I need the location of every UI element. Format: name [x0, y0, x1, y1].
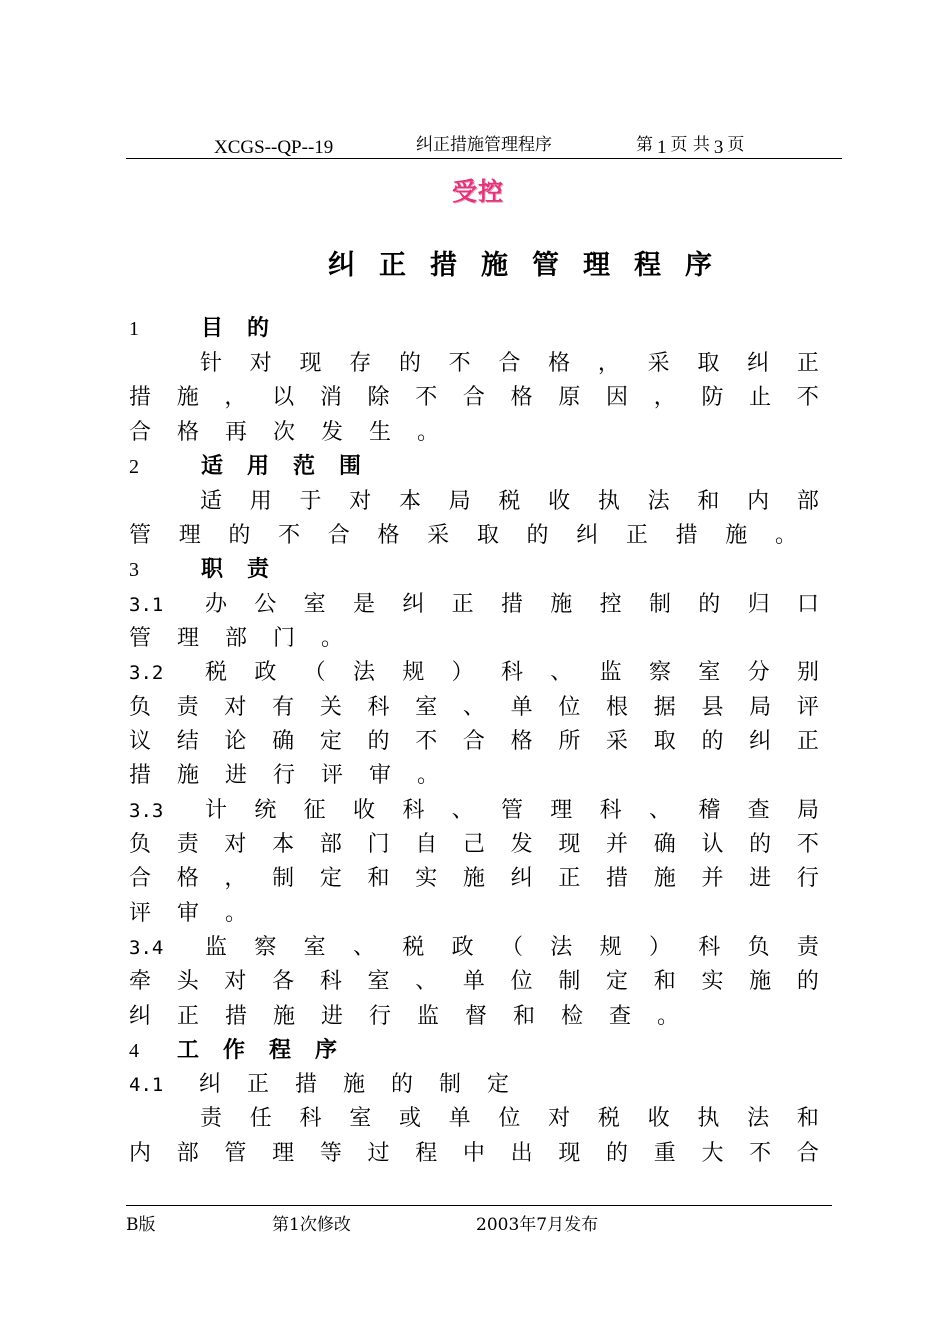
- section-number: 3: [129, 559, 139, 581]
- page-indicator: [636, 130, 744, 156]
- clause-line: [129, 656, 819, 690]
- section-number: 4: [129, 1040, 139, 1062]
- section-heading: [129, 450, 819, 484]
- section-title: 适用范围: [201, 454, 386, 479]
- paragraph-line: 负 责 对 本 部 门 自 己 发 现 并 确 认 的 不: [129, 832, 819, 857]
- paragraph-line: 议 结 论 确 定 的 不 合 格 所 采 取 的 纠 正: [129, 729, 819, 754]
- clause-number: 4.1: [129, 1074, 164, 1096]
- section-heading: [129, 553, 819, 587]
- section-title: 职责: [201, 557, 294, 582]
- clause-line: [129, 794, 819, 828]
- header-doc-title: 纠正措施管理程序: [416, 135, 552, 155]
- page-prefix: 第: [636, 135, 653, 155]
- document-title: 纠正措施管理程序: [328, 250, 736, 281]
- paragraph-line: 纠正措施进行监督和检查。: [129, 1004, 706, 1029]
- revision-label: 第1次修改: [272, 1215, 351, 1235]
- release-date: 2003年7月发布: [476, 1215, 599, 1235]
- paragraph-line: 措 施 ， 以 消 除 不 合 格 原 因 ， 防 止 不: [129, 385, 819, 410]
- paragraph-line: 针 对 现 存 的 不 合 格 ， 采 取 纠 正: [200, 351, 819, 376]
- clause-line: [129, 931, 819, 965]
- section-title: 目的: [201, 316, 294, 341]
- clause-line: [129, 1068, 819, 1102]
- paragraph-line: 内 部 管 理 等 过 程 中 出 现 的 重 大 不 合: [129, 1141, 819, 1166]
- header-divider: [126, 158, 842, 159]
- paragraph-line: 牵 头 对 各 科 室 、 单 位 制 定 和 实 施 的: [129, 969, 819, 994]
- clause-text: 纠正措施的制定: [199, 1072, 536, 1097]
- paragraph-line: 责 任 科 室 或 单 位 对 税 收 执 法 和: [200, 1106, 819, 1131]
- section-title: 工作程序: [177, 1038, 362, 1063]
- section-heading: [129, 1034, 819, 1068]
- clause-text: 监 察 室 、 税 政 （ 法 规 ） 科 负 责: [205, 935, 819, 960]
- paragraph-line: 管理部门。: [129, 626, 370, 651]
- clause-text: 办 公 室 是 纠 正 措 施 控 制 的 归 口: [205, 592, 819, 617]
- page-total: 3: [713, 137, 724, 158]
- page-current: 1: [657, 137, 667, 158]
- paragraph-line: 评审。: [129, 901, 274, 926]
- edition-label: B版: [126, 1215, 156, 1235]
- clause-line: [129, 588, 819, 622]
- section-number: 1: [129, 318, 139, 340]
- paragraph-line: 合 格 ， 制 定 和 实 施 纠 正 措 施 并 进 行: [129, 866, 819, 891]
- page-mid: 页 共: [670, 135, 710, 155]
- clause-number: 3.4: [129, 937, 164, 959]
- clause-text: 税 政 （ 法 规 ） 科 、 监 察 室 分 别: [205, 660, 819, 685]
- paragraph-line: 适 用 于 对 本 局 税 收 执 法 和 内 部: [200, 489, 819, 514]
- doc-code: XCGS--QP--19: [214, 137, 334, 158]
- section-number: 2: [129, 456, 139, 478]
- section-heading: [129, 312, 819, 346]
- paragraph-line: 措施进行评审。: [129, 763, 466, 788]
- clause-number: 3.1: [129, 594, 164, 616]
- clause-number: 3.2: [129, 662, 164, 684]
- paragraph-line: 负 责 对 有 关 科 室 、 单 位 根 据 县 局 评: [129, 695, 819, 720]
- controlled-stamp: 受控: [452, 177, 505, 206]
- page-suffix: 页: [727, 135, 745, 155]
- clause-text: 计 统 征 收 科 、 管 理 科 、 稽 查 局: [205, 798, 819, 823]
- footer-divider: [126, 1205, 832, 1206]
- clause-number: 3.3: [129, 800, 164, 822]
- paragraph-line: 合格再次发生。: [129, 420, 466, 445]
- paragraph-line: 管 理 的 不 合 格 采 取 的 纠 正 措 施 。: [129, 523, 797, 548]
